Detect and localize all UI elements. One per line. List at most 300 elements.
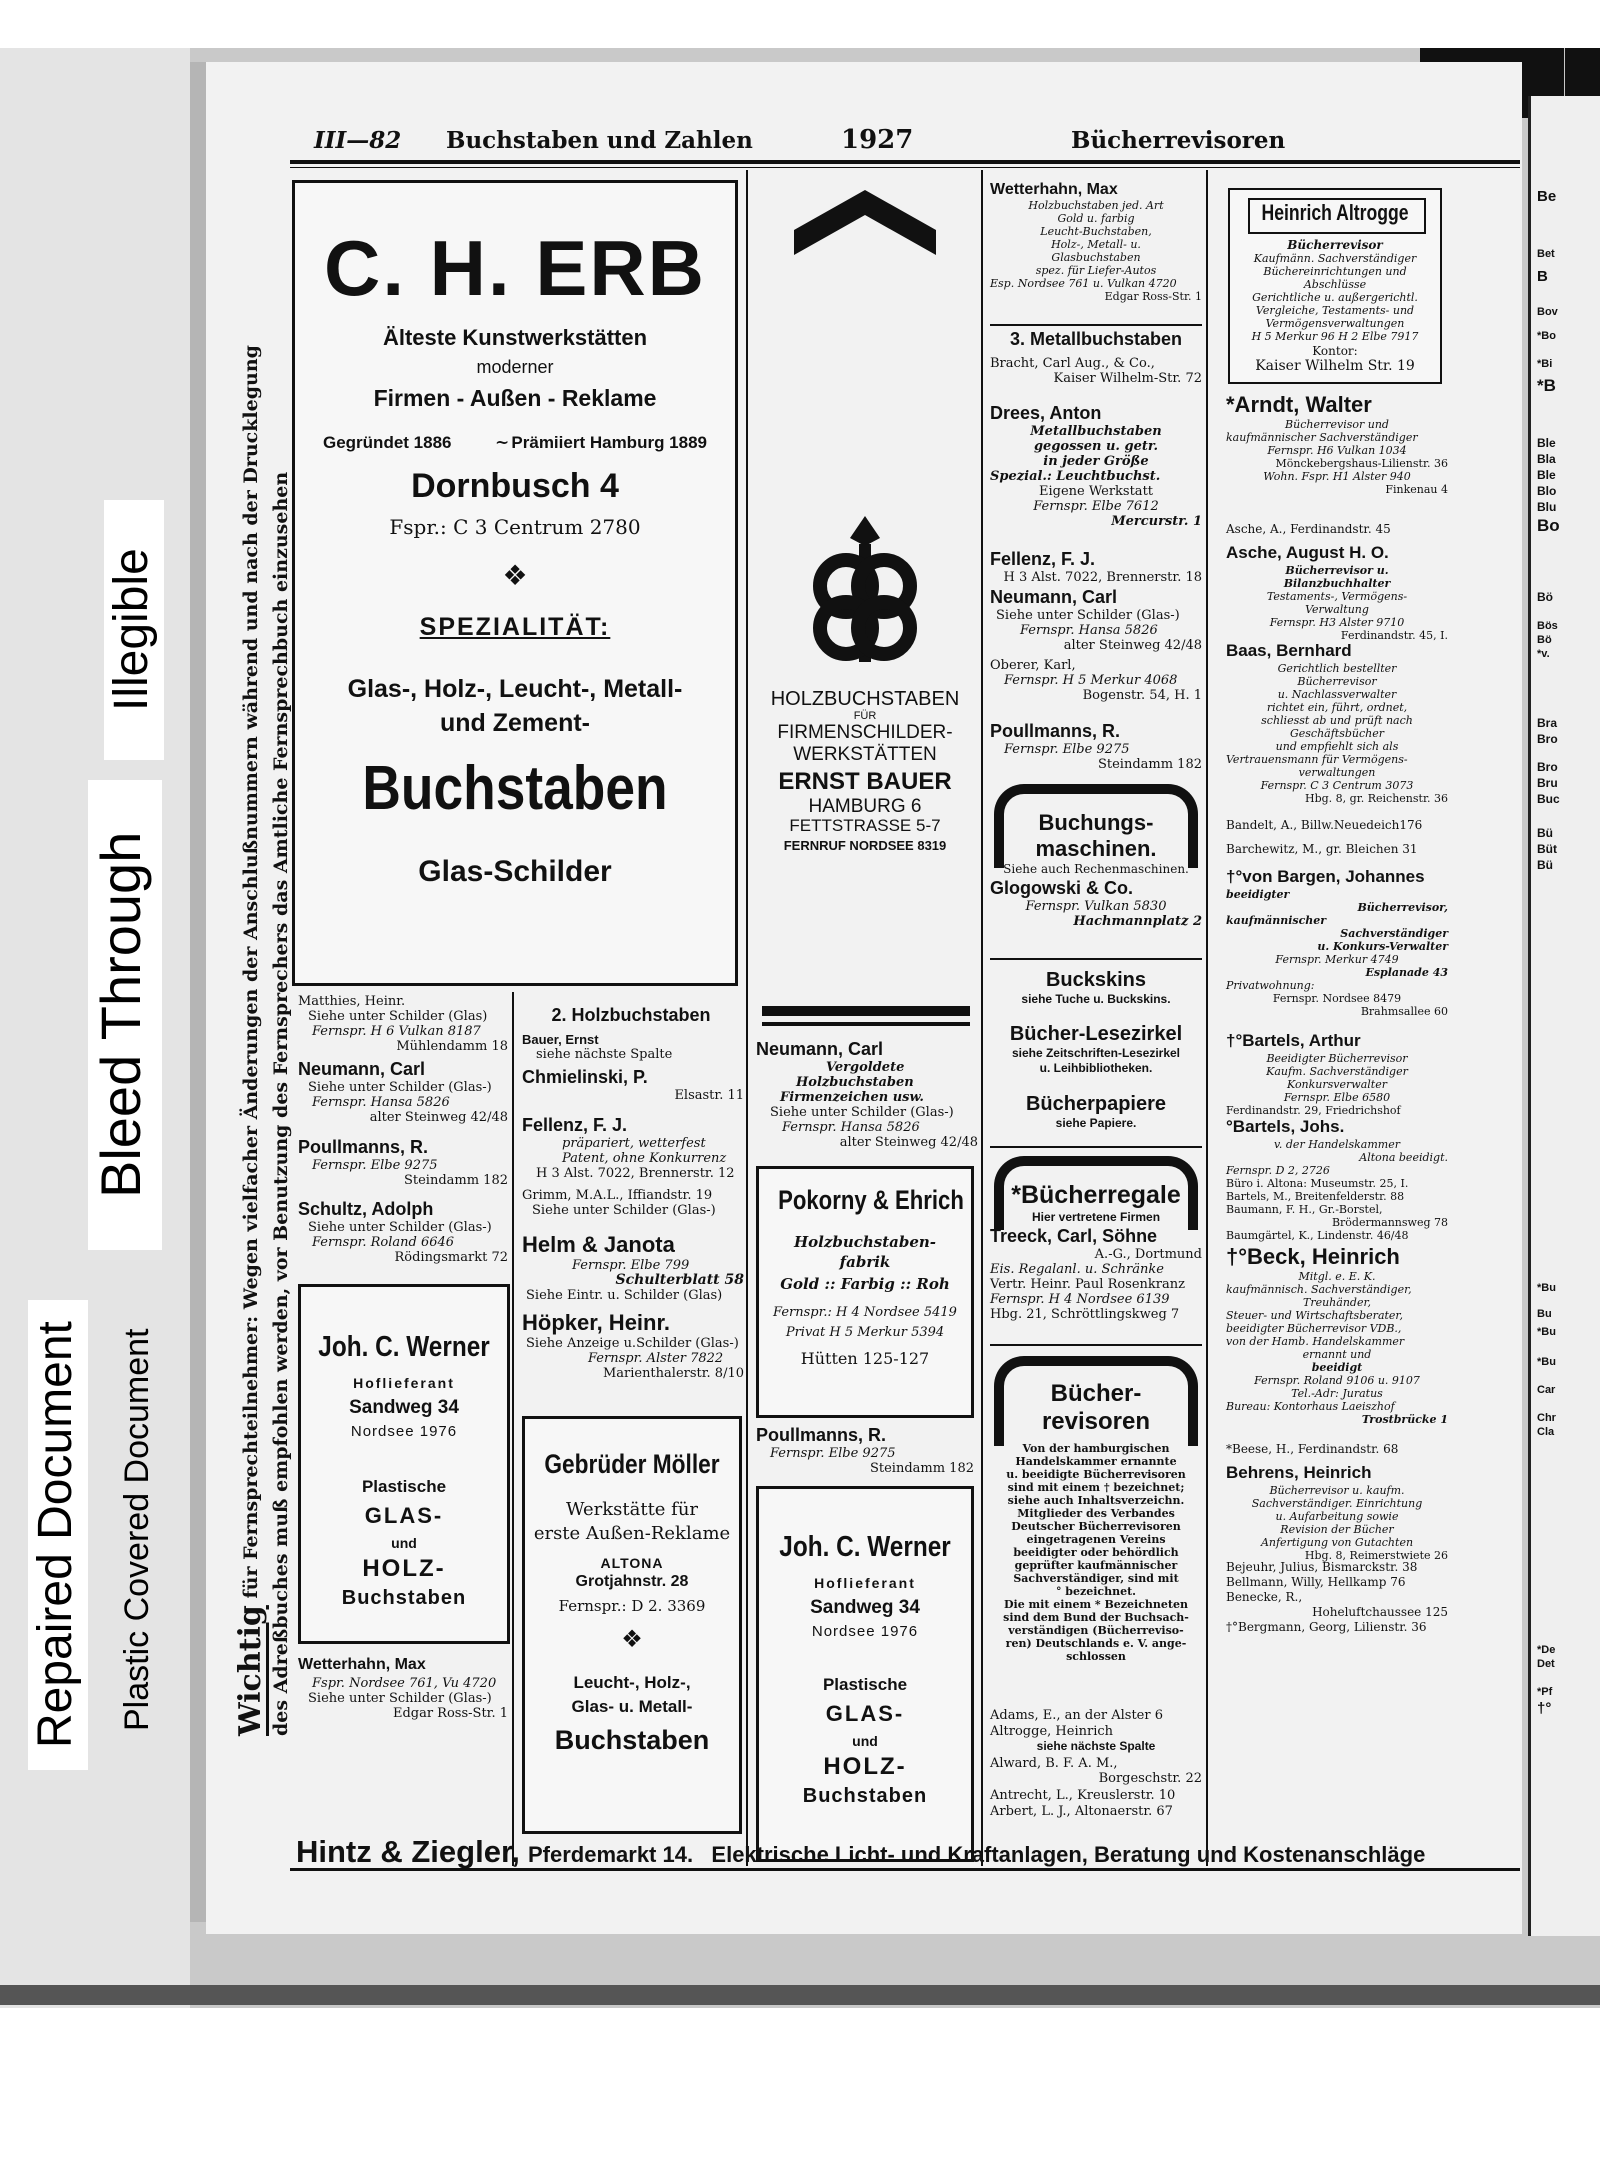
entry-line: Testaments-, Vermögens- — [1266, 590, 1408, 603]
entry-line: Fernspr. H3 Alster 9710 — [1269, 616, 1405, 629]
entry-line: Borgeschstr. 22 — [1098, 1771, 1202, 1786]
ad-werner-l5: Buchstaben — [802, 1785, 928, 1807]
entry-line: Fernspr. D 2, 2726 — [1226, 1164, 1330, 1177]
lesezirkel-ref1: siehe Zeitschriften-Lesezirkel — [1011, 1046, 1181, 1060]
side-notice-line1: für Fernsprechteilnehmer: Wegen vielfacher Änderungen der Anschlußnummern während und nach der Drucklegung — [240, 345, 262, 1599]
list-item — [1226, 1030, 1448, 1117]
ad-werner-street: Sandweg 34 — [810, 1597, 920, 1618]
entry-line: Holzbuchstaben — [796, 1075, 914, 1090]
list-item — [522, 1188, 744, 1218]
entry-line: Hoheluftchaussee 125 — [1312, 1605, 1448, 1619]
revisoren-line: siehe auch Inhaltsverzeichn. — [1007, 1494, 1185, 1507]
altrogge-line: Abschlüsse — [1303, 278, 1367, 291]
revisoren-line: geprüfter kaufmännischer — [1014, 1559, 1178, 1572]
entry-line: alter Steinweg 42/48 — [1063, 638, 1202, 653]
fragment-text: Be — [1537, 188, 1557, 205]
entry-line: Edgar Ross-Str. 1 — [392, 1706, 508, 1721]
fragment-text: Bö — [1537, 590, 1553, 604]
entry-line: Bücherrevisor u. — [1285, 564, 1389, 577]
entry-line: Tel.-Adr: Juratus — [1291, 1387, 1383, 1400]
list-item — [990, 356, 1202, 386]
entry-name: Arbert, L. J., Altonaerstr. 67 — [990, 1804, 1173, 1819]
label-plastic-covered: Plastic Covered Document — [118, 1328, 156, 1732]
entry-line: Siehe unter Schilder (Glas) — [308, 1009, 488, 1024]
entry-line: Marienthalerstr. 8/10 — [602, 1366, 744, 1381]
fragment-text: Bu — [1537, 1308, 1552, 1320]
entry-line: Altona beeidigt. — [1359, 1151, 1448, 1164]
list-item — [298, 1198, 508, 1265]
entry-line: Firmenzeichen usw. — [780, 1090, 924, 1105]
entry-line: beeidigt — [1311, 1361, 1363, 1374]
list-item — [1226, 1462, 1448, 1562]
entry-line: Spezial.: Leuchtbuchst. — [990, 469, 1161, 484]
entry-line: Fernspr. Elbe 9275 — [312, 1158, 438, 1173]
list-item — [522, 1310, 744, 1381]
entry-line: Kaiser Wilhelm-Str. 72 — [1053, 371, 1202, 386]
list-item — [1226, 866, 1448, 1018]
entry-line: Konkursverwalter — [1287, 1078, 1387, 1091]
fragment-text: Ble — [1537, 468, 1556, 482]
entry-line: kaufmännischer Sachverständiger — [1226, 431, 1418, 444]
entry-line: Eigene Werkstatt — [1038, 484, 1154, 499]
entry-name: Wetterhahn, Max — [990, 181, 1118, 198]
ad-werner-name: Joh. C. Werner — [779, 1531, 951, 1563]
entry-name: Asche, A., Ferdinandstr. 45 — [1226, 522, 1391, 536]
fragment-text: Car — [1537, 1384, 1556, 1396]
entry-line: Siehe Anzeige u.Schilder (Glas-) — [526, 1336, 739, 1351]
list-item — [298, 1136, 508, 1188]
revisoren-line: Handelskammer ernannte — [1015, 1455, 1177, 1468]
revisoren-line: sind mit einem † bezeichnet; — [1007, 1481, 1185, 1494]
entry-line: Kaufm. Sachverständiger — [1266, 1065, 1408, 1078]
list-item — [1226, 542, 1448, 642]
fragment-text: Blu — [1537, 500, 1557, 514]
column-rule — [1206, 170, 1208, 1866]
entry-line: Bücherrevisor — [1297, 675, 1377, 688]
entry-line: Fernspr. Hansa 5826 — [312, 1095, 450, 1110]
entry-line: Bellmann, Willy, Hellkamp 76 — [1226, 1575, 1406, 1589]
ornament-bar-thin — [762, 1022, 970, 1026]
scan-bottom-edge — [0, 1985, 1600, 2005]
entry-line: Hbg. 8, gr. Reichenstr. 36 — [1305, 792, 1448, 805]
fragment-text: *Bo — [1537, 330, 1556, 342]
entry-name: Poullmanns, R. — [756, 1425, 887, 1445]
ad-moeller-l2: erste Außen-Reklame — [533, 1523, 731, 1544]
black-tab-small — [1565, 48, 1600, 96]
entry-line: Bureau: Kontorhaus Laeiszhof — [1226, 1400, 1395, 1413]
entry-line: Fernspr. Roland 9106 u. 9107 — [1254, 1374, 1420, 1387]
papiere-block — [990, 1092, 1202, 1131]
ad-bauer-l4: WERKSTÄTTEN — [793, 744, 937, 765]
ad-bauer-l2: FÜR — [853, 710, 877, 722]
fragment-text: Bet — [1537, 248, 1555, 260]
entry-line: Siehe unter Schilder (Glas-) — [308, 1691, 492, 1706]
ad-erb-big: Buchstaben — [362, 754, 668, 823]
regale-line: Hbg. 21, Schröttlingskweg 7 — [990, 1307, 1180, 1322]
entry-line: H 3 Alst. 7022, Brennerstr. 18 — [1003, 570, 1202, 585]
list-item — [990, 1788, 1202, 1803]
lesezirkel-ref2: u. Leihbibliotheken. — [1039, 1061, 1153, 1075]
entry-line: Metallbuchstaben — [1030, 424, 1162, 439]
entry-line: Fernspr. C 3 Centrum 3073 — [1260, 779, 1414, 792]
entry-line: Mercurstr. 1 — [1111, 514, 1202, 529]
fragment-text: Bü — [1537, 858, 1553, 872]
side-notice-lead: Wichtig — [233, 1605, 268, 1736]
entry-line: †°Bergmann, Georg, Lilienstr. 36 — [1226, 1620, 1427, 1634]
entry-name: Altrogge, Heinrich — [990, 1724, 1113, 1739]
ad-pokorny — [756, 1166, 974, 1418]
entry-line: v. der Handelskammer — [1273, 1138, 1400, 1151]
entry-line: Rödingsmarkt 72 — [394, 1250, 508, 1265]
entry-line: Fernspr. Elbe 799 — [572, 1258, 690, 1273]
entry-line: Steindamm 182 — [403, 1173, 508, 1188]
ad-pokorny-l5: Privat H 5 Merkur 5394 — [785, 1325, 945, 1340]
list-item — [990, 720, 1202, 772]
entry-name: *Arndt, Walter — [1226, 392, 1372, 417]
regale-line: Fernspr. H 4 Nordsee 6139 — [990, 1292, 1170, 1307]
altrogge-line: Gerichtliche u. außergerichtl. — [1252, 291, 1418, 304]
entry-line: Fernspr. Roland 6646 — [312, 1235, 455, 1250]
ad-werner-phone: Nordsee 1976 — [811, 1623, 919, 1640]
list-item — [1226, 1442, 1448, 1457]
entry-line: Steindamm 182 — [869, 1461, 974, 1476]
ad-moeller-l7: Glas- u. Metall- — [571, 1697, 693, 1716]
list-item — [756, 1038, 978, 1150]
ad-pokorny-l4: Fernspr.: H 4 Nordsee 5419 — [773, 1305, 957, 1320]
ad-pokorny-l3: Gold :: Farbig :: Roh — [780, 1275, 950, 1293]
entry-line: gegossen u. getr. — [1033, 439, 1159, 454]
entry-line: Bogenstr. 54, H. 1 — [1082, 688, 1202, 703]
fragment-text: Cla — [1537, 1426, 1555, 1438]
entry-line: Fernspr. Elbe 9275 — [770, 1446, 896, 1461]
revisoren-line: ren) Deutschlands e. V. ange- — [1005, 1637, 1187, 1650]
fragment-text: B — [1537, 268, 1548, 285]
ad-bauer-l6: HAMBURG 6 — [808, 796, 922, 817]
entry-line: H 3 Alst. 7022, Brennerstr. 12 — [536, 1166, 735, 1181]
list-item — [298, 1654, 508, 1721]
buckskins-title: Buckskins — [1045, 969, 1147, 991]
label-repaired-document: Repaired Document — [28, 1300, 88, 1770]
divider — [990, 1146, 1202, 1148]
entry-line: Hbg. 8, Reimerstwiete 26 — [1304, 1549, 1448, 1562]
buchungs-title2: maschinen. — [1035, 836, 1157, 861]
entry-line: Siehe unter Schilder (Glas-) — [308, 1080, 492, 1095]
revisoren-title1: Bücher- — [1050, 1380, 1142, 1407]
buchungs-block — [990, 810, 1202, 929]
buchungs-ref: Siehe auch Rechenmaschinen. — [1003, 862, 1189, 876]
list-item — [756, 1424, 974, 1476]
entry-name: Antrecht, L., Kreuslerstr. 10 — [990, 1788, 1176, 1803]
list-item — [1226, 392, 1448, 496]
list-item — [1226, 522, 1448, 537]
buckskins-block — [990, 968, 1202, 1007]
divider — [990, 1344, 1202, 1346]
entry-line: Elsastr. 11 — [674, 1088, 744, 1103]
entry-name: Poullmanns, R. — [990, 721, 1121, 741]
entry-line: Fernspr. Merkur 4749 — [1275, 953, 1399, 966]
entry-name: Bauer, Ernst — [522, 1032, 599, 1047]
lesezirkel-title: Bücher-Lesezirkel — [1009, 1023, 1183, 1045]
entry-line: Leucht-Buchstaben, — [1040, 225, 1152, 238]
divider — [990, 324, 1202, 326]
regale-line: Eis. Regalanl. u. Schränke — [990, 1262, 1164, 1277]
entry-line: Treuhänder, — [1302, 1296, 1371, 1309]
fragment-text: Büt — [1537, 842, 1557, 856]
entry-line: Büro i. Altona: Museumstr. 25, I. — [1226, 1177, 1409, 1190]
entry-name: Matthies, Heinr. — [298, 994, 406, 1009]
entry-line: Privatwohnung: — [1226, 979, 1315, 992]
entry-line: Gerichtlich bestellter — [1277, 662, 1397, 675]
ad-moeller-l6: Leucht-, Holz-, — [573, 1673, 691, 1692]
footer-firm: Hintz & Ziegler, — [296, 1834, 520, 1869]
entry-line: Schulterblatt 58 — [615, 1272, 744, 1288]
entry-line: Ferdinandstr. 29, Friedrichshof — [1226, 1104, 1401, 1117]
entry-name: Asche, August H. O. — [1226, 543, 1389, 562]
entry-line: kaufmännisch. Sachverständiger, — [1226, 1283, 1412, 1296]
entry-name: Neumann, Carl — [990, 587, 1118, 607]
ad-altrogge — [1228, 188, 1442, 384]
entry-line: Bartels, M., Breitenfelderstr. 88 — [1226, 1190, 1405, 1203]
fragment-text: *v. — [1537, 648, 1550, 660]
entry-line: Edgar Ross-Str. 1 — [1104, 290, 1202, 303]
fragment-text: Buc — [1537, 792, 1560, 806]
ad-moeller — [522, 1416, 742, 1834]
column-rule — [746, 170, 748, 1866]
altrogge-line: Vergleiche, Testaments- und — [1255, 304, 1415, 317]
fragment-text: Bra — [1537, 716, 1558, 730]
entry-name: †°von Bargen, Johannes — [1226, 867, 1425, 886]
altrogge-line: Kaiser Wilhelm Str. 19 — [1255, 358, 1415, 374]
entry-name: Barchewitz, M., gr. Bleichen 31 — [1226, 842, 1418, 856]
section-heading: 2. Holzbuchstaben — [551, 1005, 711, 1025]
list-item — [298, 994, 508, 1054]
ad-erb-founded: Gegründet 1886 — [323, 433, 452, 452]
entry-name: Bandelt, A., Billw.Neuedeich176 — [1226, 818, 1423, 832]
entry-line: alter Steinweg 42/48 — [369, 1110, 508, 1125]
revisoren-line: Sachverständiger, sind mit — [1013, 1572, 1179, 1585]
ad-werner-l5: Buchstaben — [341, 1587, 467, 1609]
fragment-text: Bo — [1537, 516, 1560, 535]
list-item — [990, 658, 1202, 703]
fragment-text: Ble — [1537, 436, 1556, 450]
entry-line: Bücherrevisor u. kaufm. — [1269, 1484, 1405, 1497]
list-item — [1226, 842, 1448, 857]
regale-title: *Bücherregale — [1011, 1181, 1181, 1209]
revisoren-title2: revisoren — [1041, 1408, 1151, 1435]
ad-bauer-l8: FERNRUF NORDSEE 8319 — [783, 838, 947, 853]
entry-name: Helm & Janota — [522, 1232, 675, 1257]
fragment-text: *Bi — [1537, 358, 1553, 370]
list-item — [990, 402, 1202, 529]
list-item — [990, 1724, 1202, 1754]
entry-line: Fernspr. H6 Vulkan 1034 — [1267, 444, 1407, 457]
entry-line: Vertrauensmann für Vermögens- — [1226, 753, 1408, 766]
ad-erb-phone: Fspr.: C 3 Centrum 2780 — [389, 515, 641, 539]
altrogge-line: Bücherrevisor — [1287, 238, 1383, 252]
altrogge-name: Heinrich Altrogge — [1261, 200, 1409, 225]
side-notice — [233, 326, 268, 1736]
ad-erb-address: Dornbusch 4 — [411, 467, 619, 505]
entry-line: Baumann, F. H., Gr.-Borstel, — [1226, 1203, 1383, 1216]
list-item — [522, 1114, 744, 1181]
entry-line: u. Aufarbeitung sowie — [1275, 1510, 1399, 1523]
header-rule-thin — [290, 167, 1520, 168]
ad-werner-phone: Nordsee 1976 — [350, 1423, 458, 1440]
entry-line: Sachverständiger. Einrichtung — [1251, 1497, 1423, 1510]
ad-werner-l1: Plastische — [361, 1477, 447, 1496]
entry-line: Fernspr. Nordsee 8479 — [1272, 992, 1402, 1005]
entry-line: verwaltungen — [1298, 766, 1376, 779]
entry-name: Neumann, Carl — [298, 1059, 426, 1079]
fragment-text: Bov — [1537, 306, 1558, 318]
fragment-text: Blo — [1537, 484, 1557, 498]
list-item — [990, 180, 1202, 303]
entry-line: kaufmännischer — [1226, 914, 1327, 927]
ad-moeller-l4: Grotjahnstr. 28 — [575, 1573, 689, 1590]
ad-moeller-name: Gebrüder Möller — [544, 1449, 720, 1479]
ad-erb — [292, 180, 738, 986]
ad-bauer-l3: FIRMENSCHILDER- — [777, 722, 953, 743]
entry-line: Mitgl. e. E. K. — [1298, 1270, 1376, 1283]
list-item — [1226, 640, 1448, 805]
altrogge-line: Kaufmänn. Sachverständiger — [1253, 252, 1417, 265]
entry-line: Esplanade 43 — [1365, 966, 1448, 979]
entry-line: Fspr. Nordsee 761, Vu 4720 — [312, 1676, 497, 1691]
entry-name: Drees, Anton — [990, 403, 1102, 423]
buchungs-phone: Fernspr. Vulkan 5830 — [1025, 899, 1167, 914]
fragment-text: *De — [1537, 1644, 1556, 1656]
list-item — [522, 1066, 744, 1103]
entry-line: Holzbuchstaben jed. Art — [1028, 199, 1164, 212]
entry-line: Fernspr. Elbe 7612 — [1033, 499, 1159, 514]
adjacent-page-fragment — [1528, 96, 1600, 1936]
list-item — [298, 1058, 508, 1125]
entry-line: Fernspr. Hansa 5826 — [1020, 623, 1158, 638]
entry-line: präpariert, wetterfest — [562, 1136, 706, 1151]
column-rule — [981, 170, 983, 1866]
papiere-title: Bücherpapiere — [1025, 1093, 1167, 1115]
ad-moeller-l1: Werkstätte für — [565, 1499, 699, 1520]
list-item — [990, 586, 1202, 653]
ad-pokorny-l6: Hütten 125-127 — [800, 1349, 930, 1368]
ad-werner-title: Hoflieferant — [814, 1575, 916, 1591]
ad-werner-street: Sandweg 34 — [349, 1397, 459, 1418]
regale-line: Vertr. Heinr. Paul Rosenkranz — [990, 1277, 1185, 1292]
entry-line: Siehe unter Schilder (Glas-) — [996, 608, 1180, 623]
regale-block — [990, 1180, 1202, 1322]
label-illegible: Illegible — [104, 500, 164, 760]
buchungs-addr: Hachmannplatz 2 — [1073, 914, 1202, 929]
entry-name: Wetterhahn, Max — [298, 1656, 426, 1673]
revisoren-line: u. beeidigte Bücherrevisoren — [1006, 1468, 1186, 1481]
ad-bauer-l5: ERNST BAUER — [778, 768, 952, 795]
section-title: Buchstaben und Zahlen — [446, 127, 753, 154]
entry-line: Siehe unter Schilder (Glas-) — [308, 1220, 492, 1235]
entry-line: Gold u. farbig — [1057, 212, 1135, 225]
entry-line: Benecke, R., — [1226, 1590, 1303, 1604]
entry-line: Esp. Nordsee 761 u. Vulkan 4720 — [990, 277, 1177, 290]
entry-name: Poullmanns, R. — [298, 1137, 429, 1157]
entry-line: Vergoldete — [826, 1060, 905, 1075]
entry-name: Alward, B. F. A. M., — [990, 1756, 1118, 1771]
entry-name: Bracht, Carl Aug., & Co., — [990, 356, 1155, 371]
entry-name: Behrens, Heinrich — [1226, 1463, 1372, 1482]
entry-line: siehe nächste Spalte — [536, 1047, 673, 1062]
ad-erb-l1: Älteste Kunstwerkstätten — [382, 325, 648, 350]
revisoren-line: ° bezeichnet. — [1055, 1585, 1137, 1598]
fragment-text: †° — [1537, 1700, 1552, 1717]
entry-line: Siehe unter Schilder (Glas-) — [532, 1203, 716, 1218]
ad-erb-materials1: Glas-, Holz-, Leucht-, Metall- — [347, 675, 683, 703]
entry-line: Siehe unter Schilder (Glas-) — [770, 1105, 954, 1120]
revisoren-line: beeidigter oder behördlich — [1013, 1546, 1179, 1559]
ad-moeller-l3: ALTONA — [600, 1555, 664, 1571]
fragment-text: *Bu — [1537, 1282, 1556, 1294]
papiere-ref: siehe Papiere. — [1055, 1116, 1137, 1130]
entry-name: °Bartels, Johs. — [1226, 1117, 1345, 1136]
revisoren-line: Deutscher Bücherrevisoren — [1011, 1520, 1181, 1533]
footer-advert — [296, 1834, 1425, 1870]
chevron-ornament-icon — [754, 180, 976, 270]
dash-separator: ~ — [495, 433, 510, 453]
ad-werner-title: Hoflieferant — [353, 1375, 455, 1391]
regale-sub: Hier vertretene Firmen — [1031, 1210, 1161, 1224]
entry-line: Baumgärtel, K., Lindenstr. 46/48 — [1226, 1229, 1409, 1242]
fragment-text: Bös — [1537, 620, 1558, 632]
page-number: III—82 — [314, 127, 402, 154]
ad-werner-2 — [756, 1486, 974, 1862]
entry-line: beeidigter Bücherrevisor VDB., — [1226, 1322, 1402, 1335]
entry-name: Adams, E., an der Alster 6 — [990, 1708, 1163, 1723]
ad-erb-special: SPEZIALITÄT: — [419, 613, 611, 641]
entry-line: Fernspr. H 6 Vulkan 8187 — [312, 1024, 481, 1039]
list-item — [990, 1756, 1202, 1786]
ad-bauer-l1: HOLZBUCHSTABEN — [770, 688, 960, 710]
ad-erb-award: Prämiiert Hamburg 1889 — [511, 433, 707, 452]
buchungs-title1: Buchungs- — [1038, 810, 1154, 835]
altrogge-line: H 5 Merkur 96 H 2 Elbe 7917 — [1251, 330, 1419, 343]
entry-line: Fernspr. Elbe 6580 — [1283, 1091, 1391, 1104]
altrogge-line: Kontor: — [1312, 344, 1358, 358]
diamond-ornament-icon: ❖ — [502, 559, 528, 592]
fragment-text: Bla — [1537, 452, 1556, 466]
entry-line: Fernspr. Alster 7822 — [588, 1351, 724, 1366]
list-item — [522, 1032, 744, 1062]
entry-line: Mönckebergshaus-Lilienstr. 36 — [1275, 457, 1448, 470]
entry-name: Schultz, Adolph — [298, 1199, 434, 1219]
entry-line: schliesst ab und prüft nach — [1261, 714, 1413, 727]
ad-werner-l3: und — [852, 1733, 878, 1749]
entry-line: Sachverständiger — [1340, 927, 1448, 940]
ad-erb-l2: moderner — [476, 357, 554, 377]
fragment-text: Bro — [1537, 732, 1558, 746]
entry-line: Fernspr. Elbe 9275 — [1004, 742, 1130, 757]
buckskins-ref: siehe Tuche u. Buckskins. — [1021, 992, 1171, 1006]
entry-name: Oberer, Karl, — [990, 658, 1076, 673]
entry-line: Bilanzbuchhalter — [1283, 577, 1391, 590]
revisoren-line: schlossen — [1066, 1650, 1126, 1663]
entry-line: Revision der Bücher — [1280, 1523, 1394, 1536]
entry-line: in jeder Größe — [1043, 454, 1149, 469]
list-item — [1226, 1560, 1448, 1635]
regale-line: A.-G., Dortmund — [1094, 1247, 1202, 1262]
ad-werner-l4: HOLZ- — [362, 1555, 446, 1582]
header-rule — [290, 160, 1520, 164]
fragment-text: *B — [1537, 376, 1556, 395]
ad-moeller-l8: Buchstaben — [554, 1725, 710, 1755]
entry-name: Bejeuhr, Julius, Bismarckstr. 38 — [1226, 1560, 1418, 1574]
entry-line: Geschäftsbücher — [1289, 727, 1385, 740]
